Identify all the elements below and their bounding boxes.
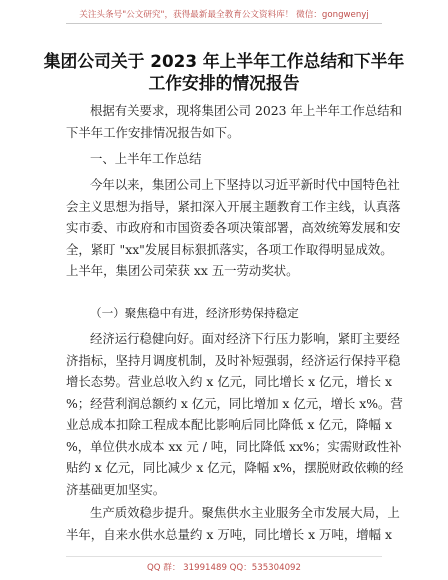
subsection-heading: （一）聚焦稳中有进，经济形势保持稳定: [90, 306, 299, 320]
footer-divider: [66, 556, 382, 557]
paragraph-line: 会主义思想为指导，紧扣深入开展主题教育工作主线，认真落: [66, 198, 401, 214]
economy-paragraph: [66, 328, 404, 500]
summary-paragraph: [66, 174, 401, 282]
paragraph-line: 增长态势。营业总收入约 x 亿元，同比增长 x 亿元，增长 x: [66, 374, 392, 389]
paragraph-line: 济指标，坚持月调度机制，及时补短强弱，经济运行保持平稳: [66, 352, 401, 368]
paragraph-line: 全，紧盯 "xx"发展目标狠抓落实，各项工作取得明显成效。: [66, 241, 393, 257]
header-divider: [66, 23, 382, 24]
paragraph-line: 半年，自来水供水总量约 x 万吨，同比增长 x 万吨，增幅 x: [66, 526, 392, 542]
title-line: 集团公司关于 2023 年上半年工作总结和下半年: [43, 51, 405, 71]
paragraph-line: 生产质效稳步提升。聚焦供水主业服务全市发展大局，上: [90, 505, 400, 520]
production-paragraph: [66, 502, 400, 545]
header-promo-text: 关注头条号"公文研究"，获得最新最全教育公文资料库！ 微信：gongwenyj: [79, 10, 369, 20]
document-title: [40, 50, 408, 94]
paragraph-line: 业总成本扣除工程成本配比影响后同比降低 x 亿元，降幅 x: [66, 417, 392, 432]
paragraph-line: 根据有关要求，现将集团公司 2023 年上半年工作总结和: [90, 103, 403, 118]
intro-paragraph: [66, 100, 403, 143]
paragraph-line: 今年以来，集团公司上下坚持以习近平新时代中国特色社: [90, 177, 400, 192]
paragraph-line: 经济运行稳健向好。面对经济下行压力影响，紧盯主要经: [90, 331, 400, 346]
paragraph-line: %；经营利润总额约 x 亿元，同比增加 x 亿元，增长 x%。营: [66, 395, 403, 411]
paragraph-line: 上半年，集团公司荣获 xx 五一劳动奖状。: [66, 263, 299, 278]
paragraph-line: 实市委、市政府和市国资委各项决策部署，高效统筹发展和安: [66, 220, 401, 235]
paragraph-line: %，单位供水成本 xx 元 / 吨，同比降低 xx%；实需财政性补: [66, 438, 402, 454]
section-heading: 一、上半年工作总结: [90, 151, 202, 166]
title-line: 工作安排的情况报告: [148, 73, 300, 93]
paragraph-line: 济基础更加坚实。: [66, 481, 166, 497]
footer-contact-text: QQ 群： 31991489 QQ：535304092: [147, 563, 301, 573]
paragraph-line: 贴约 x 亿元，同比减少 x 亿元，降幅 x%，摆脱财政依赖的经: [66, 460, 404, 475]
paragraph-line: 下半年工作安排情况报告如下。: [66, 124, 240, 140]
